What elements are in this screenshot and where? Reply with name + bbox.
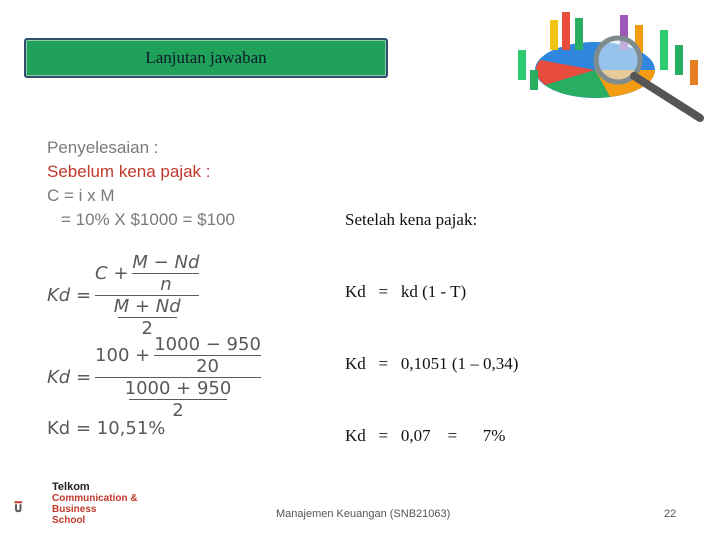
formula2-num-frac-top: 1000 − 950 (154, 334, 261, 355)
formula1-den-top: M + Nd (113, 296, 181, 317)
formula2-den-bot: 2 (172, 400, 184, 421)
solution-label: Penyelesaian : (47, 138, 159, 157)
after-tax-substitution: Kd = 0,1051 (1 – 0,34) (345, 354, 519, 373)
telkom-u-logo-icon (14, 482, 54, 532)
ytm-result-text: Kd = 10,51% (47, 418, 166, 439)
logo-line4: School (52, 515, 86, 526)
ytm-result (47, 418, 165, 439)
after-tax-result: Kd = 0,07 = 7% (345, 426, 506, 445)
formula1-lhs: Kd = (47, 285, 92, 306)
ytm-general-formula (47, 252, 199, 339)
logo-line1: Telkom (52, 481, 90, 493)
logo-line3: Business (52, 504, 97, 515)
formula1-num-frac-bot: n (160, 274, 172, 295)
course-footer: Manajemen Keuangan (SNB21063) (276, 508, 451, 520)
left-text-block (47, 136, 235, 232)
formula1-num-a: C + (95, 263, 129, 284)
formula2-den-top: 1000 + 950 (124, 378, 232, 399)
page-title-text: Lanjutan jawaban (145, 48, 267, 67)
formula2-num-frac-bot: 20 (196, 356, 220, 377)
right-text-block (345, 160, 518, 472)
page-number: 22 (664, 508, 677, 520)
formula2-lhs: Kd = (47, 367, 92, 388)
after-tax-formula: Kd = kd (1 - T) (345, 282, 467, 301)
after-tax-label: Setelah kena pajak: (345, 210, 478, 229)
pie-chart-magnifier-icon (500, 0, 715, 130)
logo-line2: Communication & (52, 493, 138, 504)
coupon-formula: C = i x M (47, 186, 115, 205)
page-title (24, 38, 388, 78)
before-tax-label: Sebelum kena pajak : (47, 162, 211, 181)
logo-text (52, 482, 138, 526)
ytm-numeric-formula (47, 334, 261, 421)
formula1-den-bot: 2 (141, 318, 153, 339)
formula2-num-a: 100 + (95, 345, 151, 366)
coupon-value: = 10% X $1000 = $100 (61, 210, 235, 229)
formula1-num-frac-top: M − Nd (132, 252, 200, 273)
